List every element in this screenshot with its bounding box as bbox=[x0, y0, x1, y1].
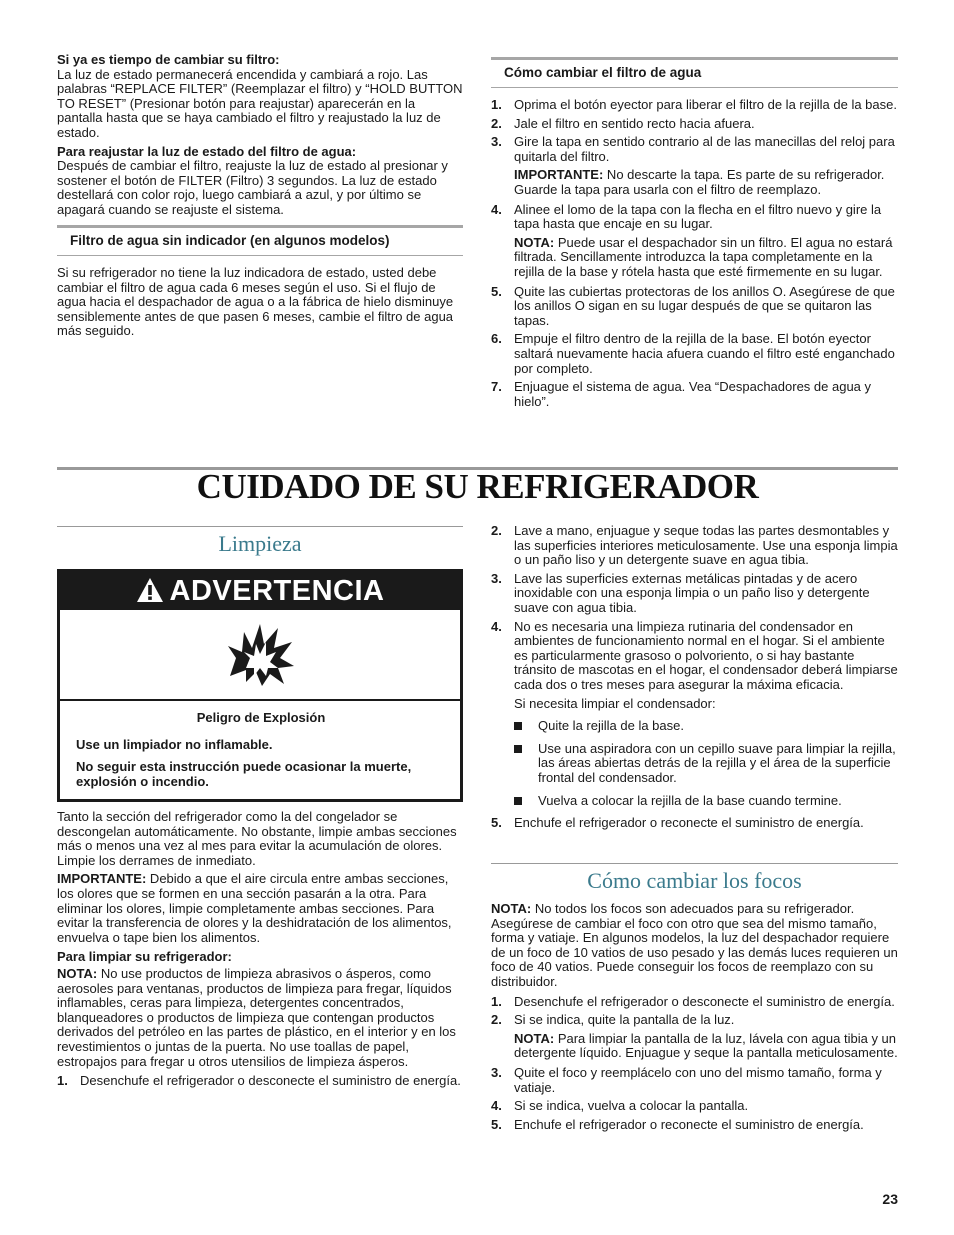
step-number: 2. bbox=[491, 1012, 502, 1028]
step-text: Enjuague el sistema de agua. Vea “Despachadores de agua y hielo”. bbox=[514, 379, 872, 409]
change-filter-steps bbox=[491, 98, 898, 413]
no-indicator-heading: Filtro de agua sin indicador (en algunos modelos) bbox=[57, 225, 463, 256]
step-number: 3. bbox=[491, 134, 502, 150]
step-text: Jale el filtro en sentido recto hacia afuera. bbox=[514, 115, 755, 131]
list-item bbox=[491, 572, 898, 616]
list-item bbox=[491, 117, 898, 132]
bullet-text: Use una aspiradora con un cepillo suave para limpiar la rejilla, las áreas abiertas detrás de la rejilla y el área de la superficie frontal del condensador. bbox=[538, 740, 896, 785]
warning-title: ADVERTENCIA bbox=[169, 575, 385, 607]
step-number: 4. bbox=[491, 1098, 502, 1114]
step-text: Quite las cubiertas protectoras de los anillos O. Asegúrese de que los anillos O sigan en su lugar después de que se quitaron las tapas. bbox=[514, 283, 895, 328]
step-text: Empuje el filtro dentro de la rejilla de la base. El botón eyector saltará nuevamente hacia afuera cuando el filtro esté enganchado por completo. bbox=[514, 331, 895, 376]
limpieza-text bbox=[57, 810, 463, 1093]
step-number: 2. bbox=[491, 115, 502, 131]
step-text: Desenchufe el refrigerador o desconecte el suministro de energía. bbox=[514, 993, 895, 1009]
bullet-square-icon bbox=[514, 797, 522, 805]
step-text: Desenchufe el refrigerador o desconecte el suministro de energía. bbox=[80, 1073, 461, 1089]
step-number: 6. bbox=[491, 331, 502, 347]
step-number: 1. bbox=[57, 1073, 68, 1089]
list-item bbox=[491, 135, 898, 197]
bullet-square-icon bbox=[514, 745, 522, 753]
step-number: 5. bbox=[491, 1116, 502, 1132]
explosion-icon bbox=[226, 622, 296, 688]
condenser-intro: Si necesita limpiar el condensador: bbox=[514, 695, 716, 711]
list-item bbox=[491, 620, 898, 712]
replace-filter-text: La luz de estado permanecerá encendida y cambiará a rojo. Las palabras “REPLACE FILTER” (Reemplazar el filtro) y “HOLD BUTTON TO RESET” (Presionar botón para reajustar) aparecerán en la pantalla hasta que se haya cambiado el filtro y reajustado la luz de estado. bbox=[57, 66, 463, 140]
list-item bbox=[491, 98, 898, 113]
focos-nota: NOTA: No todos los focos son adecuados para su refrigerador. Asegúrese de cambiar el foco con otro que sea del mismo tamaño, forma y vatiaje. En algunos modelos, la luz del despachador requiere de un foco de 10 vatios de uso pesado y las demás luces requieren un foco de 40 vatios. Puede conseguir los focos de reemplazo con su distribuidor. bbox=[491, 901, 898, 989]
warning-header bbox=[60, 572, 460, 610]
list-item bbox=[491, 1099, 898, 1114]
step-text: No es necesaria una limpieza rutinaria del condensador en ambientes de funcionamiento normal en el hogar. Si el ambiente es particularmente grasoso o polvoriento, o si hay bastante tránsito de mascotas en el hogar, el condensador deberá limpiarse cada dos o tres meses para asegurar la máxima eficacia. bbox=[514, 618, 898, 692]
step-text: Enchufe el refrigerador o reconecte el suministro de energía. bbox=[514, 1116, 864, 1132]
limpieza-title: Limpieza bbox=[218, 531, 302, 556]
step-number: 4. bbox=[491, 201, 502, 217]
step-number: 3. bbox=[491, 1064, 502, 1080]
step-text: Lave a mano, enjuague y seque todas las partes desmontables y las superficies interiores meticulosamente. Use una esponja limpia o un paño liso y un detergente suave en agua tibia. bbox=[514, 523, 898, 568]
warning-triangle-icon bbox=[136, 575, 164, 613]
replace-filter-heading: Si ya es tiempo de cambiar su filtro: bbox=[57, 52, 280, 67]
list-item bbox=[491, 380, 898, 409]
step-number: 4. bbox=[491, 618, 502, 634]
step-text: Enchufe el refrigerador o reconecte el suministro de energía. bbox=[514, 815, 864, 831]
warning-box bbox=[57, 569, 463, 802]
page-title: CUIDADO DE SU REFRIGERADOR bbox=[196, 467, 759, 506]
list-item bbox=[491, 1066, 898, 1095]
list-item bbox=[491, 285, 898, 329]
list-item bbox=[491, 332, 898, 376]
bullet-text: Quite la rejilla de la base. bbox=[538, 718, 684, 734]
limpieza-subheading: Para limpiar su refrigerador: bbox=[57, 949, 232, 965]
page-number: 23 bbox=[882, 1191, 898, 1207]
step-number: 5. bbox=[491, 815, 502, 831]
list-item bbox=[491, 719, 898, 734]
step-text: Si se indica, quite la pantalla de la luz. bbox=[514, 1012, 735, 1028]
list-item bbox=[491, 1013, 898, 1061]
step-text: Lave las superficies externas metálicas pintadas y de acero inoxidable con una esponja limpia o un paño liso y detergente suave con agua tibia. bbox=[514, 570, 870, 615]
step-number: 1. bbox=[491, 993, 502, 1009]
focos-section bbox=[491, 902, 898, 1136]
step-number: 5. bbox=[491, 283, 502, 299]
limpieza-divider bbox=[57, 526, 463, 527]
step-text: Si se indica, vuelva a colocar la pantalla. bbox=[514, 1098, 749, 1114]
bullet-square-icon bbox=[514, 722, 522, 730]
step-text: Gire la tapa en sentido contrario al de las manecillas del reloj para quitarla del filtro. bbox=[514, 134, 895, 164]
step-number: 7. bbox=[491, 379, 502, 395]
warning-text bbox=[60, 701, 460, 789]
limpieza-intro: Tanto la sección del refrigerador como la del congelador se descongelan automáticamente. No obstante, limpie ambas secciones más o menos una vez al mes para evitar la acumulación de olores. Limpie los derrames de inmediato. bbox=[57, 809, 457, 868]
filter-status-section bbox=[57, 53, 463, 218]
warning-hazard: Peligro de Explosión bbox=[196, 710, 326, 725]
change-filter-heading: Cómo cambiar el filtro de agua bbox=[491, 57, 898, 88]
list-item bbox=[491, 816, 898, 831]
list-item bbox=[491, 794, 898, 809]
list-item bbox=[491, 203, 898, 280]
limpieza-nota: NOTA: No use productos de limpieza abrasivos o ásperos, como aerosoles para ventanas, productos de limpieza para fregar, líquidos inflamables, ceras para limpieza, detergentes concentrados, blanqueadores o productos de limpieza que contengan productos derivados del petróleo en las partes de plástico, en el interior y en los revestimientos o juntas de la puerta. No use toallas de papel, estropajos para fregar u otros utensilios de limpieza ásperos. bbox=[57, 965, 456, 1069]
focos-divider bbox=[491, 863, 898, 864]
list-item bbox=[491, 995, 898, 1010]
step-text: Alinee el lomo de la tapa con la flecha en el filtro nuevo y gire la tapa hasta que encaje en su lugar. bbox=[514, 201, 882, 232]
step-text: Oprima el botón eyector para liberar el filtro de la rejilla de la base. bbox=[514, 97, 897, 112]
reset-light-text: Después de cambiar el filtro, reajuste la luz de estado al presionar y sostener el botón de FILTER (Filtro) 3 segundos. La luz de estado destellará con color rojo, luego cambiará a azul, y por último se apagará cuando se reajuste el sistema. bbox=[57, 158, 448, 217]
step-number: 1. bbox=[491, 97, 502, 112]
warning-consequence: No seguir esta instrucción puede ocasionar la muerte, explosión o incendio. bbox=[76, 759, 412, 789]
no-indicator-text bbox=[57, 266, 463, 339]
list-item bbox=[491, 1118, 898, 1133]
limpieza-importante: IMPORTANTE: Debido a que el aire circula entre ambas secciones, los olores que se formen en una sección pasarán a la otra. Para eliminar los olores, limpie completamente ambas secciones. Para evitar la transferencia de olores y la deshidratación de los alimentos, envuelva o tape bien los alimentos. bbox=[57, 871, 452, 945]
step-number: 2. bbox=[491, 523, 502, 538]
no-indicator-paragraph: Si su refrigerador no tiene la luz indicadora de estado, usted debe cambiar el filtro de agua cada 6 meses según el uso. Si el flujo de agua hacia el despachador de agua o a la fábrica de hielo disminuye sensiblemente antes de que pasen 6 meses, cambie el filtro de agua más seguido. bbox=[57, 265, 454, 339]
focos-title: Cómo cambiar los focos bbox=[587, 868, 802, 893]
step-note: NOTA: Para limpiar la pantalla de la luz, lávela con agua tibia y un detergente líquido. Enjuague y seque la pantalla meticulosamente. bbox=[514, 1030, 898, 1061]
warning-instruction: Use un limpiador no inflamable. bbox=[76, 736, 273, 752]
list-item bbox=[491, 742, 898, 786]
warning-symbol-area bbox=[60, 610, 460, 701]
bullet-text: Vuelva a colocar la rejilla de la base cuando termine. bbox=[538, 792, 842, 808]
reset-light-heading: Para reajustar la luz de estado del filtro de agua: bbox=[57, 143, 357, 159]
list-item bbox=[57, 1074, 463, 1089]
step-note: NOTA: Puede usar el despachador sin un filtro. El agua no estará filtrada. Sencillamente introduzca la tapa completamente en la rejilla de la base y rótela hasta que esté firmemente en su lugar. bbox=[514, 234, 893, 279]
step-number: 3. bbox=[491, 570, 502, 586]
list-item bbox=[491, 524, 898, 568]
limpieza-steps-continued bbox=[491, 524, 898, 835]
step-text: Quite el foco y reemplácelo con uno del mismo tamaño, forma y vatiaje. bbox=[514, 1064, 882, 1095]
step-note: IMPORTANTE: No descarte la tapa. Es parte de su refrigerador. Guarde la tapa para usarla con el filtro de reemplazo. bbox=[514, 167, 885, 197]
